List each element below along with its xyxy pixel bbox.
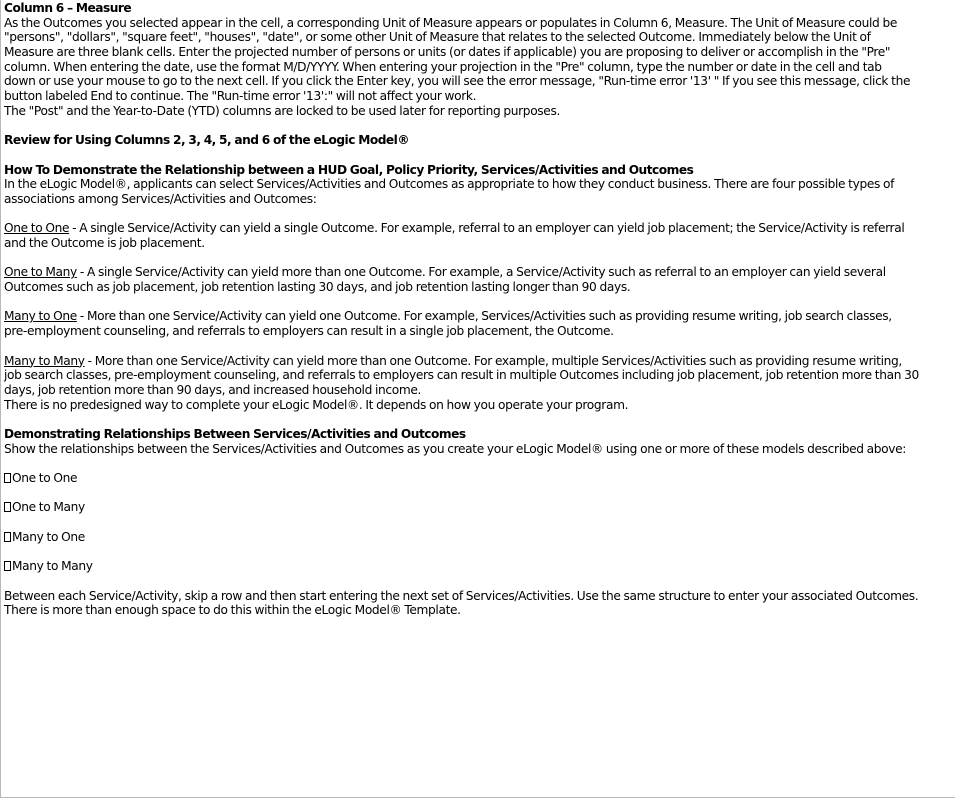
spacer (4, 412, 956, 427)
many-to-many-line-2: job search classes, pre-employment counseling, and referrals to employers can result in multiple Outcomes including job placement, job retention more than 30 (4, 368, 919, 383)
one-to-many-term: One to Many (4, 265, 77, 280)
spacer (4, 119, 956, 134)
many-to-one-line-2: pre-employment counseling, and referrals to employers can result in a single job placement, the Outcome. (4, 324, 614, 339)
intro-line-2: "persons", "dollars", "square feet", "houses", "date", or some other Unit of Measure that relates to the selected Outcome. Immediately below the Unit of (4, 30, 871, 45)
spacer (4, 339, 956, 354)
model-item-one-to-many (4, 500, 956, 515)
one-to-many-description: - A single Service/Activity can yield more than one Outcome. For example, a Service/Activity such as referral to an employer can yield several (76, 265, 886, 280)
spacer (4, 251, 956, 266)
model-item-label: One to Many (12, 500, 85, 515)
closing-line-2: There is more than enough space to do this within the eLogic Model® Template. (4, 603, 461, 618)
model-item-label: Many to Many (12, 559, 93, 574)
no-predesigned-way: There is no predesigned way to complete your eLogic Model®. It depends on how you operate your program. (4, 397, 629, 412)
many-to-one-term: Many to One (4, 309, 77, 324)
one-to-one-line-1 (4, 221, 956, 236)
relationship-intro-line-2: associations among Services/Activities and Outcomes: (4, 191, 317, 206)
one-to-many-line-2: Outcomes such as job placement, job retention lasting 30 days, and job retention lasting longer than 90 days. (4, 280, 631, 295)
heading-review: Review for Using Columns 2, 3, 4, 5, and 6 of the eLogic Model® (4, 133, 410, 148)
many-to-many-line-1 (4, 354, 956, 369)
one-to-one-term: One to One (4, 221, 70, 236)
heading-column-6-measure: Column 6 – Measure (4, 1, 132, 15)
many-to-one-description: - More than one Service/Activity can yield one Outcome. For example, Services/Activities such as providing resume writing, job search classes, (76, 309, 892, 324)
model-item-many-to-one (4, 530, 956, 545)
heading-relationship: How To Demonstrate the Relationship between a HUD Goal, Policy Priority, Services/Activities and Outcomes (4, 162, 694, 177)
show-relationships: Show the relationships between the Services/Activities and Outcomes as you create your eLogic Model® using one or more of these models described above: (4, 441, 907, 456)
one-to-one-line-2: and the Outcome is job placement. (4, 236, 205, 250)
spacer (4, 515, 956, 530)
spacer (4, 456, 956, 471)
model-item-label: Many to One (12, 529, 85, 544)
spacer (4, 574, 956, 589)
spacer (4, 148, 956, 163)
intro-line-7: The "Post" and the Year-to-Date (YTD) columns are locked to be used later for reporting purposes. (4, 103, 560, 118)
model-item-many-to-many (4, 559, 956, 574)
many-to-many-line-3: days, job retention more than 90 days, and increased household income. (4, 382, 422, 397)
many-to-one-line-1 (4, 309, 956, 324)
missing-glyph-box-icon (4, 502, 11, 512)
missing-glyph-box-icon (4, 532, 11, 542)
spacer (4, 544, 956, 559)
intro-line-3: Measure are three blank cells. Enter the projected number of persons or units (or dates if applicable) you are proposing to deliver or accomplish in the "Pre" (4, 45, 891, 60)
many-to-many-term: Many to Many (4, 353, 85, 368)
one-to-many-line-1 (4, 265, 956, 280)
intro-line-6: button labeled End to continue. The "Run-time error '13':" will not affect your work. (4, 89, 477, 104)
model-item-label: One to One (12, 471, 78, 485)
many-to-many-description: - More than one Service/Activity can yield more than one Outcome. For example, multiple Services/Activities such as providing resume writing, (84, 353, 902, 368)
document-content (4, 1, 956, 618)
closing-line-1: Between each Service/Activity, skip a row and then start entering the next set of Services/Activities. Use the same structure to enter your associated Outcomes. (4, 588, 919, 603)
one-to-one-description: - A single Service/Activity can yield a single Outcome. For example, referral to an employer can yield job placement; the Service/Activity is referral (69, 221, 905, 236)
model-item-one-to-one (4, 471, 956, 486)
spacer (4, 207, 956, 222)
spacer (4, 486, 956, 501)
intro-line-4: column. When entering the date, use the format M/D/YYYY. When entering your projection in the "Pre" column, type the number or date in the cell and tab (4, 59, 882, 74)
missing-glyph-box-icon (4, 473, 11, 483)
intro-line-5: down or use your mouse to go to the next cell. If you click the Enter key, you will see the error message, "Run-time error '13' " If you see this message, click the (4, 74, 911, 89)
spacer (4, 295, 956, 310)
missing-glyph-box-icon (4, 561, 11, 571)
relationship-intro-line-1: In the eLogic Model®, applicants can select Services/Activities and Outcomes as appropriate to how they conduct business. There are four possible types of (4, 177, 895, 192)
heading-demonstrating: Demonstrating Relationships Between Services/Activities and Outcomes (4, 426, 466, 441)
intro-line-1: As the Outcomes you selected appear in the cell, a corresponding Unit of Measure appears or populates in Column 6, Measure. The Unit of Measure could be (4, 15, 897, 30)
